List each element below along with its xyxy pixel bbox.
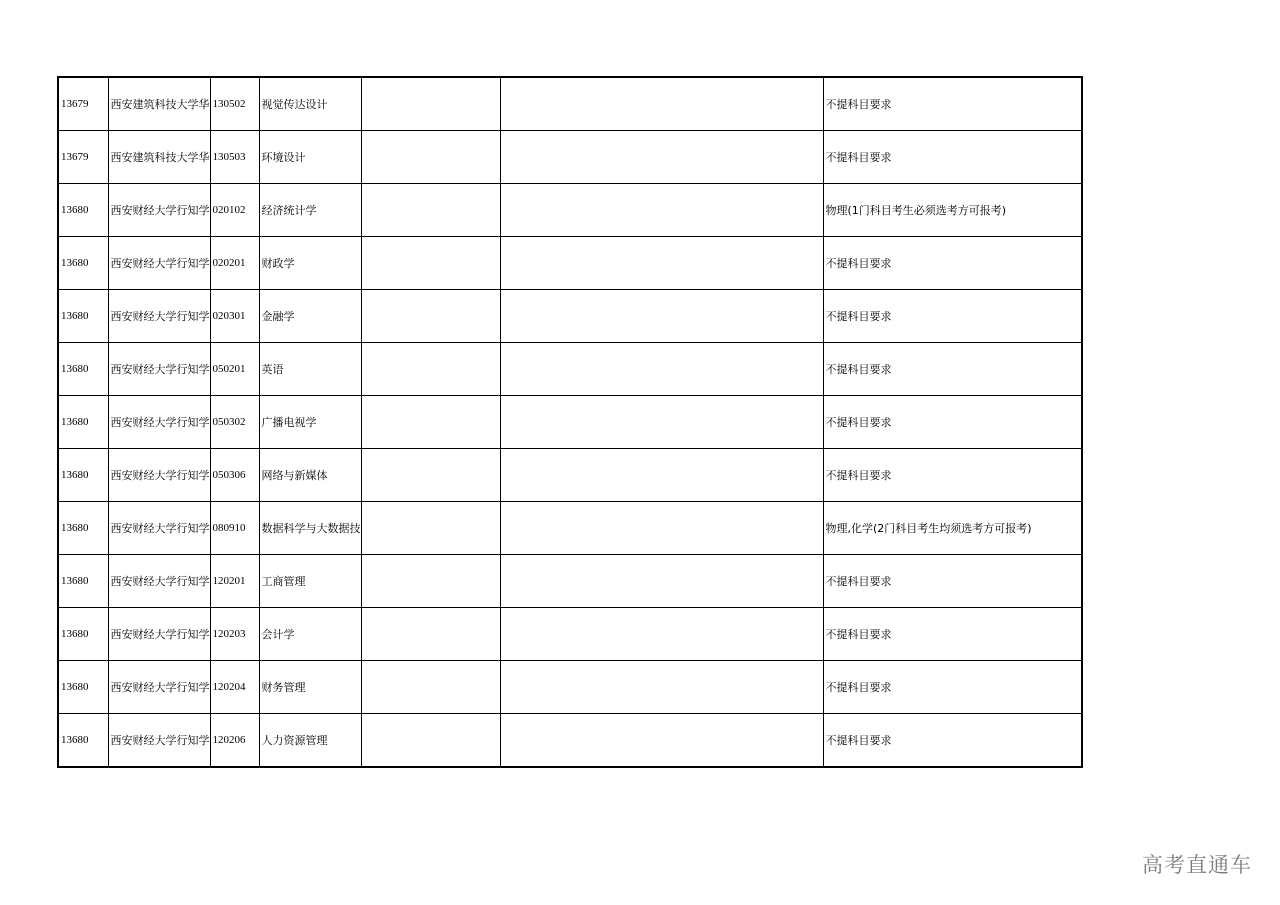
- major-code-cell: 080910: [210, 502, 259, 555]
- major-name-cell: 会计学: [259, 608, 361, 661]
- major-code-cell: 020201: [210, 237, 259, 290]
- empty-cell: [361, 396, 500, 449]
- major-name-cell: 财务管理: [259, 661, 361, 714]
- school-name-cell: 西安财经大学行知学: [108, 661, 210, 714]
- school-code-cell: 13680: [58, 237, 108, 290]
- school-name-cell: 西安财经大学行知学: [108, 184, 210, 237]
- empty-cell: [361, 237, 500, 290]
- school-name-cell: 西安财经大学行知学: [108, 502, 210, 555]
- table-row: [58, 237, 1082, 290]
- major-code-cell: 120201: [210, 555, 259, 608]
- empty-cell: [361, 608, 500, 661]
- major-name-cell: 数据科学与大数据技: [259, 502, 361, 555]
- subject-requirement-cell: 不提科目要求: [823, 131, 1082, 184]
- empty-cell: [500, 661, 823, 714]
- major-name-cell: 工商管理: [259, 555, 361, 608]
- admission-requirements-table: [57, 76, 1083, 768]
- empty-cell: [361, 502, 500, 555]
- major-name-cell: 广播电视学: [259, 396, 361, 449]
- subject-requirement-cell: 不提科目要求: [823, 396, 1082, 449]
- table-row: [58, 343, 1082, 396]
- empty-cell: [500, 555, 823, 608]
- empty-cell: [361, 343, 500, 396]
- watermark-text: 高考直通车: [1142, 853, 1252, 877]
- school-name-cell: 西安财经大学行知学: [108, 343, 210, 396]
- major-code-cell: 050302: [210, 396, 259, 449]
- school-code-cell: 13680: [58, 343, 108, 396]
- empty-cell: [361, 449, 500, 502]
- empty-cell: [361, 714, 500, 768]
- school-code-cell: 13680: [58, 184, 108, 237]
- empty-cell: [361, 131, 500, 184]
- school-code-cell: 13679: [58, 77, 108, 131]
- major-code-cell: 020301: [210, 290, 259, 343]
- empty-cell: [500, 184, 823, 237]
- table-row: [58, 661, 1082, 714]
- major-code-cell: 020102: [210, 184, 259, 237]
- major-name-cell: 经济统计学: [259, 184, 361, 237]
- school-code-cell: 13680: [58, 608, 108, 661]
- table-row: [58, 77, 1082, 131]
- empty-cell: [500, 449, 823, 502]
- school-code-cell: 13680: [58, 502, 108, 555]
- subject-requirement-cell: 不提科目要求: [823, 661, 1082, 714]
- empty-cell: [500, 77, 823, 131]
- empty-cell: [361, 184, 500, 237]
- major-code-cell: 120204: [210, 661, 259, 714]
- table-body: [58, 77, 1082, 767]
- table-row: [58, 290, 1082, 343]
- subject-requirement-cell: 物理,化学(2门科目考生均须选考方可报考): [823, 502, 1082, 555]
- subject-requirement-cell: 不提科目要求: [823, 77, 1082, 131]
- empty-cell: [500, 714, 823, 768]
- empty-cell: [500, 290, 823, 343]
- major-name-cell: 环境设计: [259, 131, 361, 184]
- school-name-cell: 西安建筑科技大学华: [108, 77, 210, 131]
- major-code-cell: 120206: [210, 714, 259, 768]
- table-row: [58, 714, 1082, 768]
- major-name-cell: 金融学: [259, 290, 361, 343]
- school-name-cell: 西安财经大学行知学: [108, 608, 210, 661]
- subject-requirement-cell: 不提科目要求: [823, 608, 1082, 661]
- major-code-cell: 050306: [210, 449, 259, 502]
- major-name-cell: 视觉传达设计: [259, 77, 361, 131]
- major-name-cell: 网络与新媒体: [259, 449, 361, 502]
- school-name-cell: 西安财经大学行知学: [108, 290, 210, 343]
- school-code-cell: 13680: [58, 396, 108, 449]
- school-code-cell: 13680: [58, 661, 108, 714]
- school-code-cell: 13680: [58, 290, 108, 343]
- empty-cell: [500, 502, 823, 555]
- school-code-cell: 13680: [58, 555, 108, 608]
- table-row: [58, 502, 1082, 555]
- major-code-cell: 050201: [210, 343, 259, 396]
- subject-requirement-cell: 不提科目要求: [823, 237, 1082, 290]
- subject-requirement-cell: 不提科目要求: [823, 343, 1082, 396]
- subject-requirement-cell: 不提科目要求: [823, 555, 1082, 608]
- subject-requirement-cell: 物理(1门科目考生必须选考方可报考): [823, 184, 1082, 237]
- school-name-cell: 西安财经大学行知学: [108, 555, 210, 608]
- empty-cell: [361, 77, 500, 131]
- school-name-cell: 西安财经大学行知学: [108, 237, 210, 290]
- major-code-cell: 130502: [210, 77, 259, 131]
- table-row: [58, 608, 1082, 661]
- empty-cell: [500, 131, 823, 184]
- school-code-cell: 13680: [58, 714, 108, 768]
- table-row: [58, 396, 1082, 449]
- empty-cell: [361, 290, 500, 343]
- empty-cell: [500, 343, 823, 396]
- empty-cell: [361, 661, 500, 714]
- table-row: [58, 555, 1082, 608]
- subject-requirement-cell: 不提科目要求: [823, 449, 1082, 502]
- major-name-cell: 财政学: [259, 237, 361, 290]
- empty-cell: [500, 608, 823, 661]
- empty-cell: [361, 555, 500, 608]
- major-name-cell: 英语: [259, 343, 361, 396]
- subject-requirement-cell: 不提科目要求: [823, 714, 1082, 768]
- table-row: [58, 449, 1082, 502]
- empty-cell: [500, 396, 823, 449]
- major-code-cell: 120203: [210, 608, 259, 661]
- school-code-cell: 13679: [58, 131, 108, 184]
- school-name-cell: 西安财经大学行知学: [108, 396, 210, 449]
- school-name-cell: 西安建筑科技大学华: [108, 131, 210, 184]
- school-name-cell: 西安财经大学行知学: [108, 449, 210, 502]
- school-code-cell: 13680: [58, 449, 108, 502]
- subject-requirement-cell: 不提科目要求: [823, 290, 1082, 343]
- table-row: [58, 131, 1082, 184]
- table-row: [58, 184, 1082, 237]
- major-code-cell: 130503: [210, 131, 259, 184]
- school-name-cell: 西安财经大学行知学: [108, 714, 210, 768]
- empty-cell: [500, 237, 823, 290]
- major-name-cell: 人力资源管理: [259, 714, 361, 768]
